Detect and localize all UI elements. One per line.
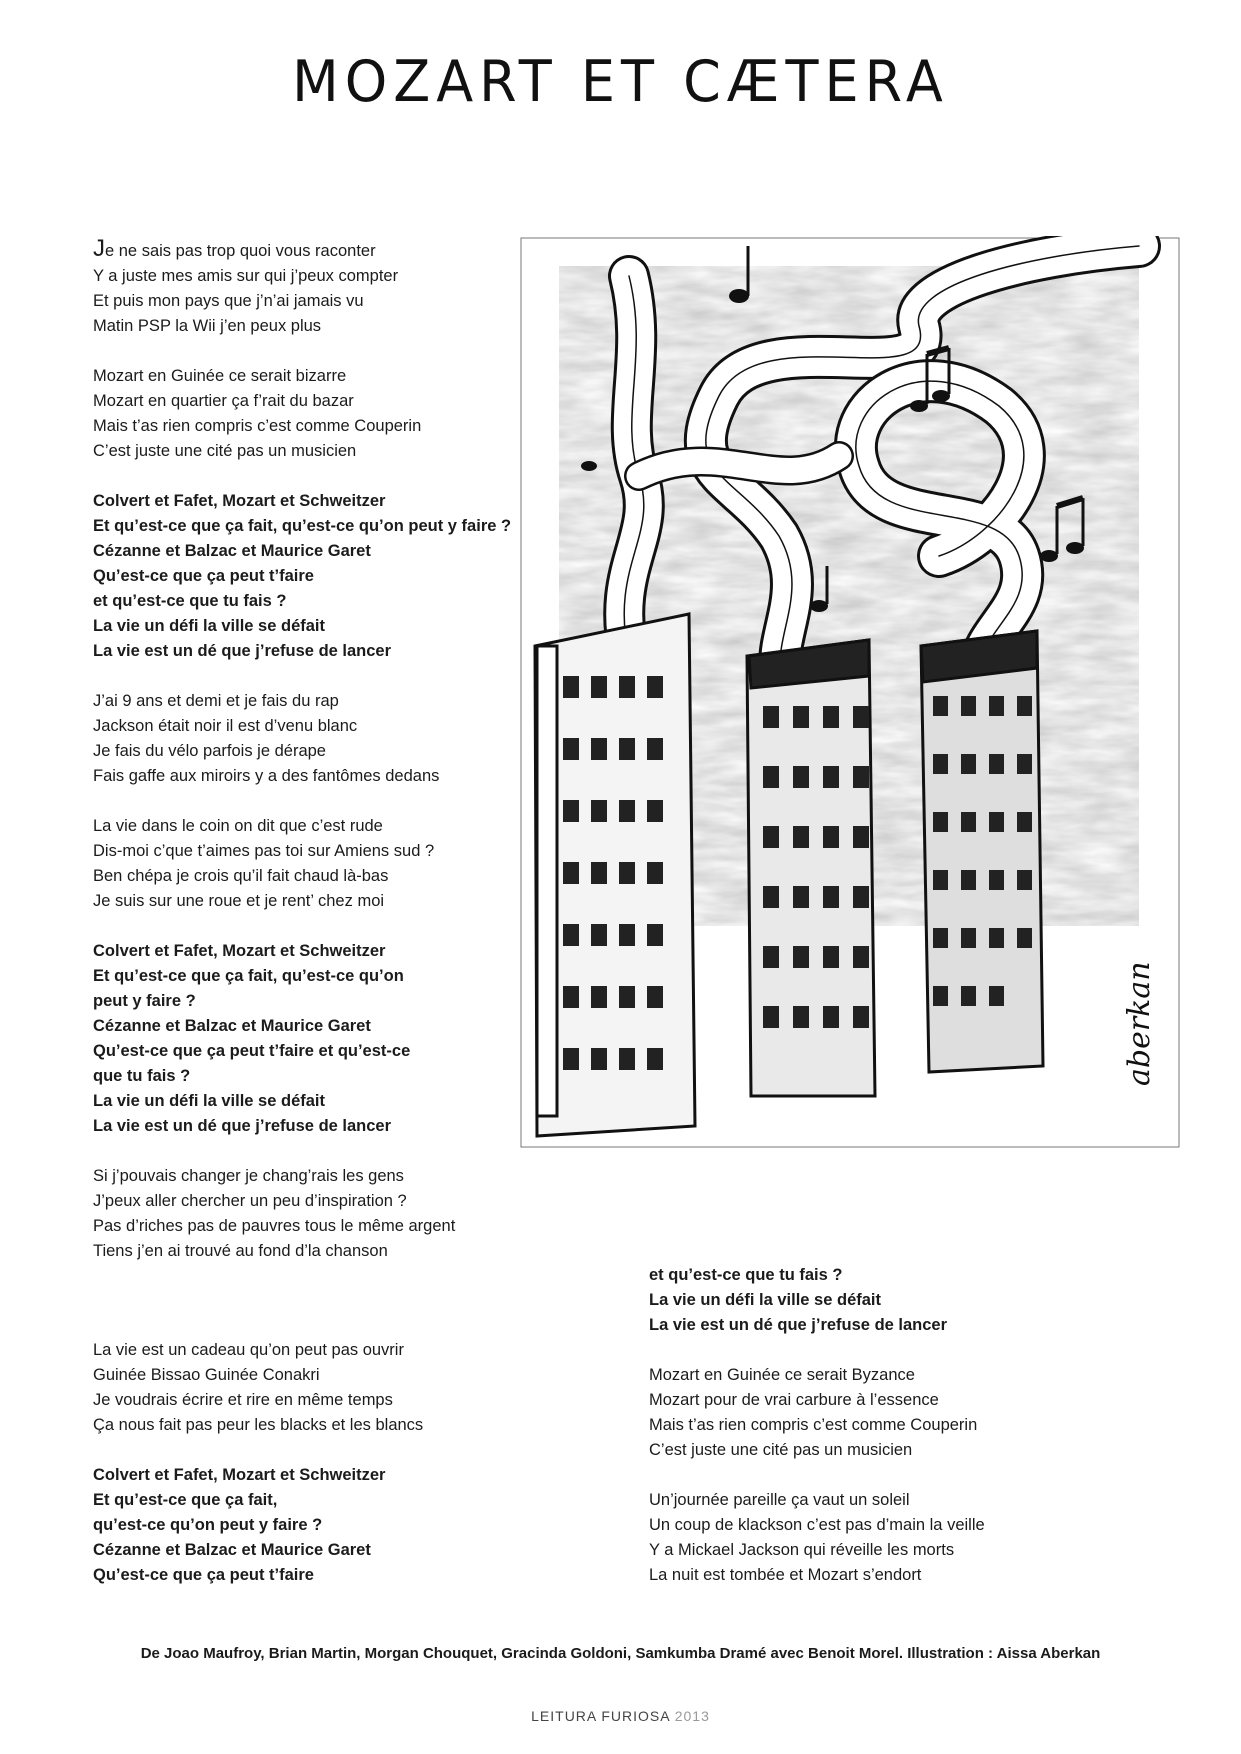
- lyric-line: qu’est-ce qu’on peut y faire ?: [93, 1516, 323, 1534]
- lyric-line: Je fais du vélo parfois je dérape: [93, 742, 326, 760]
- chorus-stanza: [93, 1463, 513, 1588]
- verse-stanza: [93, 1338, 513, 1438]
- lyric-line: Qu’est-ce que ça peut t’faire et qu’est-ce: [93, 1042, 411, 1060]
- lyric-line: Cézanne et Balzac et Maurice Garet: [93, 1541, 371, 1559]
- lyric-line: Ça nous fait pas peur les blacks et les blancs: [93, 1416, 424, 1434]
- lyric-line: La vie est un dé que j’refuse de lancer: [93, 1117, 392, 1135]
- chorus-stanza: [93, 939, 513, 1139]
- lyric-line: Si j’pouvais changer je chang’rais les gens: [93, 1167, 404, 1185]
- lyric-line: Mozart en quartier ça f’rait du bazar: [93, 392, 354, 410]
- lyric-line: Et puis mon pays que j’n’ai jamais vu: [93, 292, 364, 310]
- footer-label: LEITURA FURIOSA: [531, 1708, 670, 1724]
- verse-stanza: [93, 364, 513, 464]
- footer-year: 2013: [674, 1708, 710, 1724]
- lyric-line: Un coup de klackson c’est pas d’main la veille: [649, 1516, 985, 1534]
- lyric-line: J’peux aller chercher un peu d’inspiration ?: [93, 1192, 407, 1210]
- lyric-line: Colvert et Fafet, Mozart et Schweitzer: [93, 1466, 386, 1484]
- lyric-line: Ben chépa je crois qu’il fait chaud là-bas: [93, 867, 389, 885]
- lyric-line: Mais t’as rien compris c’est comme Couperin: [93, 417, 422, 435]
- lyric-line: Cézanne et Balzac et Maurice Garet: [93, 1017, 371, 1035]
- lyric-line: Qu’est-ce que ça peut t’faire: [93, 567, 314, 585]
- lyric-line: Et qu’est-ce que ça fait, qu’est-ce qu’on peut y faire ?: [93, 517, 512, 535]
- lyric-line: Y a juste mes amis sur qui j’peux compter: [93, 267, 399, 285]
- lyric-line: que tu fais ?: [93, 1067, 191, 1085]
- lyric-line: La vie un défi la ville se défait: [93, 1092, 325, 1110]
- lyric-line: La vie est un dé que j’refuse de lancer: [93, 642, 392, 660]
- lyric-line: Colvert et Fafet, Mozart et Schweitzer: [93, 942, 386, 960]
- lyric-line: J’ai 9 ans et demi et je fais du rap: [93, 692, 339, 710]
- lyric-line: Un’journée pareille ça vaut un soleil: [649, 1491, 910, 1509]
- lyric-line: Cézanne et Balzac et Maurice Garet: [93, 542, 371, 560]
- verse-stanza: [93, 689, 513, 789]
- lyric-line: Guinée Bissao Guinée Conakri: [93, 1366, 320, 1384]
- lyric-line: La nuit est tombée et Mozart s’endort: [649, 1566, 922, 1584]
- footer: [0, 1708, 1241, 1724]
- credits: De Joao Maufroy, Brian Martin, Morgan Chouquet, Gracinda Goldoni, Samkumba Dramé avec Benoit Morel. Illustration : Aissa Aberkan: [140, 1645, 1101, 1662]
- lyric-line: Et qu’est-ce que ça fait, qu’est-ce qu’on: [93, 967, 404, 985]
- lyric-line: C’est juste une cité pas un musicien: [649, 1441, 913, 1459]
- lyric-line: Mozart en Guinée ce serait bizarre: [93, 367, 347, 385]
- verse-stanza: [649, 1488, 1089, 1588]
- chorus-stanza: [649, 1263, 1089, 1338]
- drop-cap: J: [93, 235, 105, 262]
- lyric-line: C’est juste une cité pas un musicien: [93, 442, 357, 460]
- lyric-line: Qu’est-ce que ça peut t’faire: [93, 1566, 314, 1584]
- verse-stanza: [649, 1363, 1089, 1463]
- lyric-line: Mozart pour de vrai carbure à l’essence: [649, 1391, 939, 1409]
- lyric-line: et qu’est-ce que tu fais ?: [93, 592, 287, 610]
- lyrics-column-left-bottom: [93, 1338, 513, 1613]
- lyric-line: Je suis sur une roue et je rent’ chez moi: [93, 892, 385, 910]
- lyrics-column-right: [649, 1263, 1089, 1613]
- verse-stanza: [93, 1164, 513, 1264]
- lyric-line: Matin PSP la Wii j’en peux plus: [93, 317, 322, 335]
- lyric-line: Dis-moi c’que t’aimes pas toi sur Amiens sud ?: [93, 842, 435, 860]
- city-music-illustration: [519, 236, 1181, 1149]
- illustration-signature: aberkan: [1122, 961, 1157, 1086]
- lyric-line: La vie un défi la ville se défait: [649, 1291, 881, 1309]
- lyric-line: La vie est un cadeau qu’on peut pas ouvrir: [93, 1341, 404, 1359]
- lyric-line: La vie est un dé que j’refuse de lancer: [649, 1316, 948, 1334]
- lyric-line: La vie un défi la ville se défait: [93, 617, 325, 635]
- lyric-line: Mozart en Guinée ce serait Byzance: [649, 1366, 915, 1384]
- lyric-line: La vie dans le coin on dit que c’est rude: [93, 817, 383, 835]
- lyrics-column-left: [93, 236, 513, 1289]
- lyric-line: Fais gaffe aux miroirs y a des fantômes dedans: [93, 767, 440, 785]
- page-title: MOZART ET CÆTERA: [292, 48, 949, 115]
- lyric-line: Et qu’est-ce que ça fait,: [93, 1491, 278, 1509]
- lyric-line: Y a Mickael Jackson qui réveille les morts: [649, 1541, 955, 1559]
- lyric-line: Jackson était noir il est d’venu blanc: [93, 717, 358, 735]
- lyric-line: Tiens j’en ai trouvé au fond d’la chanson: [93, 1242, 388, 1260]
- lyric-line: Mais t’as rien compris c’est comme Couperin: [649, 1416, 978, 1434]
- lyric-line: et qu’est-ce que tu fais ?: [649, 1266, 843, 1284]
- lyric-line: Colvert et Fafet, Mozart et Schweitzer: [93, 492, 386, 510]
- lyric-line-text: e ne sais pas trop quoi vous raconter: [105, 242, 376, 260]
- lyric-line: [93, 236, 513, 264]
- lyric-line: Je voudrais écrire et rire en même temps: [93, 1391, 393, 1409]
- chorus-stanza: [93, 489, 513, 664]
- verse-stanza: [93, 236, 513, 339]
- lyric-line: Pas d’riches pas de pauvres tous le même argent: [93, 1217, 456, 1235]
- verse-stanza: [93, 814, 513, 914]
- lyric-line: peut y faire ?: [93, 992, 196, 1010]
